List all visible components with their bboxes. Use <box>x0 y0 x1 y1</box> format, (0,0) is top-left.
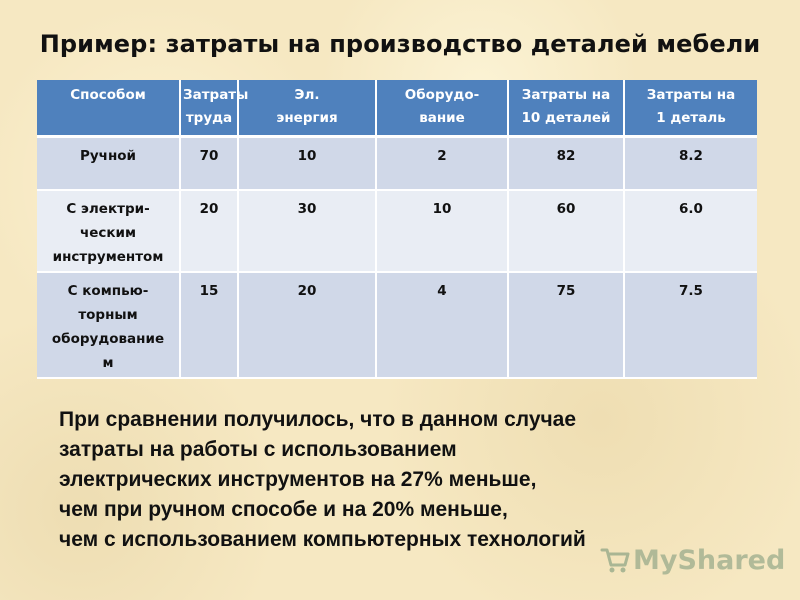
cell-energy: 10 <box>238 136 376 190</box>
header-line: Затраты <box>183 87 249 103</box>
table-row <box>37 190 757 272</box>
cell-labor: 70 <box>180 136 238 190</box>
summary-line: При сравнении получилось, что в данном случае <box>59 408 577 431</box>
slide-title: Пример: затраты на производство деталей мебели <box>39 30 761 58</box>
method-line: С электри- <box>66 201 150 217</box>
cell-equipment: 4 <box>376 272 508 378</box>
cell-cost-10: 75 <box>508 272 624 378</box>
summary-line: чем с использованием компьютерных технологий <box>59 528 586 551</box>
method-line: ческим <box>79 225 137 241</box>
table-row <box>37 272 757 378</box>
cell-cost-10: 60 <box>508 190 624 272</box>
cell-cost-1: 8.2 <box>624 136 757 190</box>
cell-equipment: 2 <box>376 136 508 190</box>
header-line: Способом <box>70 87 146 103</box>
summary-line: электрических инструментов на 27% меньше, <box>59 468 537 491</box>
header-line: Эл. <box>294 87 320 103</box>
cell-cost-10: 82 <box>508 136 624 190</box>
table-header-row <box>37 80 757 136</box>
header-equipment <box>376 80 508 136</box>
header-line: Затраты на <box>646 87 736 103</box>
header-cost-1 <box>624 80 757 136</box>
method-line: оборудование <box>51 331 165 347</box>
method-line: С компью- <box>67 283 149 299</box>
cell-method <box>37 136 180 190</box>
header-method <box>37 80 180 136</box>
watermark-text: MyShared <box>633 544 786 576</box>
method-line: торным <box>78 307 138 323</box>
cell-labor: 20 <box>180 190 238 272</box>
cell-method <box>37 190 180 272</box>
cell-labor: 15 <box>180 272 238 378</box>
cell-cost-1: 6.0 <box>624 190 757 272</box>
header-line: вание <box>419 110 465 126</box>
header-line: 10 деталей <box>521 110 611 126</box>
cell-method <box>37 272 180 378</box>
summary-text <box>59 405 759 555</box>
cell-energy: 30 <box>238 190 376 272</box>
summary-line: чем при ручном способе и на 20% меньше, <box>59 498 508 521</box>
cost-table <box>37 80 757 379</box>
cell-equipment: 10 <box>376 190 508 272</box>
table-row <box>37 136 757 190</box>
method-line: инструментом <box>52 249 164 265</box>
header-energy <box>238 80 376 136</box>
header-line: 1 деталь <box>656 110 726 126</box>
method-line: м <box>102 355 114 371</box>
header-line: энергия <box>276 110 338 126</box>
cell-cost-1: 7.5 <box>624 272 757 378</box>
cell-energy: 20 <box>238 272 376 378</box>
header-cost-10 <box>508 80 624 136</box>
header-labor <box>180 80 249 136</box>
method-line: Ручной <box>79 147 137 164</box>
summary-line: затраты на работы с использованием <box>59 438 457 461</box>
header-line: труда <box>185 110 233 126</box>
watermark <box>600 540 785 580</box>
header-line: Затраты на <box>521 87 611 103</box>
cart-icon <box>600 545 630 575</box>
header-line: Оборудо- <box>404 87 480 103</box>
